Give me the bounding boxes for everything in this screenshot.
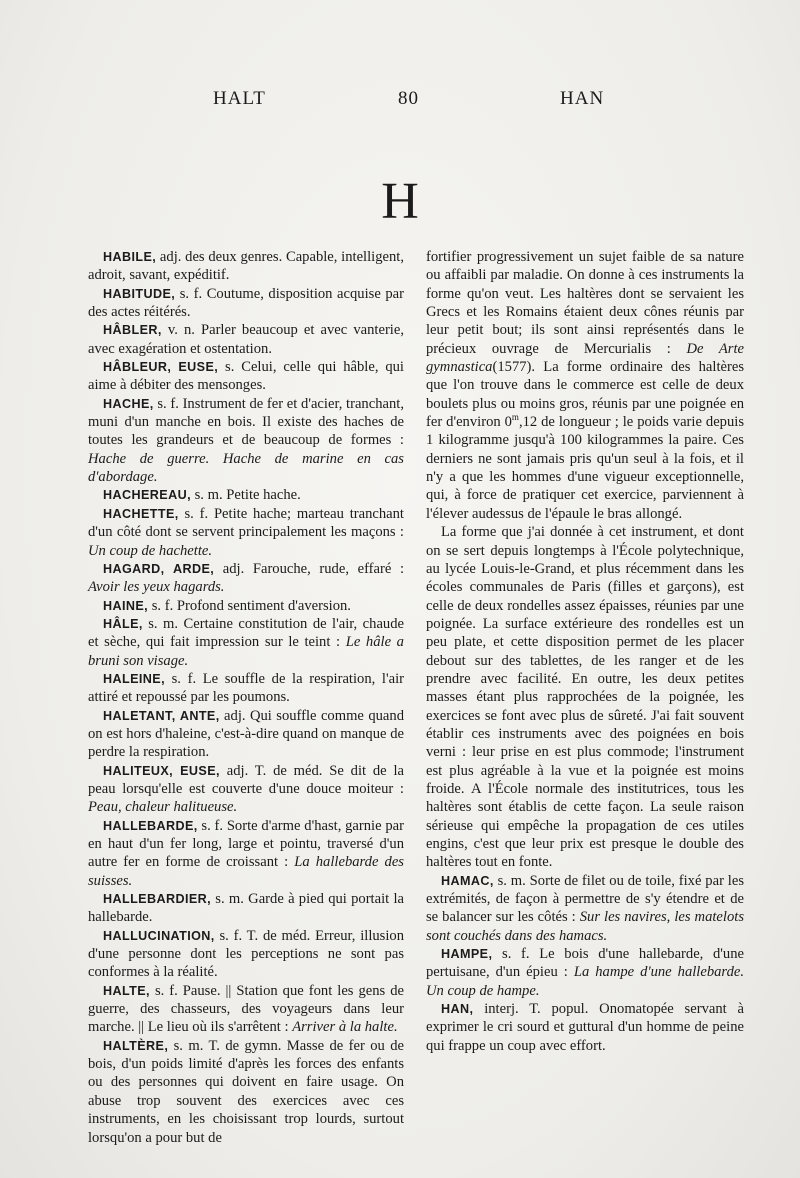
section-letter: H: [381, 173, 419, 230]
definition: s. m. Sorte de filet ou de toile, fixé par les extrémités, de façon à permettre de s'y étendre et de se balancer sur les côtés :: [426, 872, 744, 926]
definition: s. m. T. de gymn. Masse de fer ou de bois, d'un poids limité d'après les forces des enfants ou des personnes qui doivent en faire usage. On abuse trop souvent des exercices avec ces instruments, en les choisissant trop lourds, surtout lorsqu'on a pour but de: [88, 1037, 404, 1146]
entry-haine: [88, 597, 404, 615]
example: Arriver à la halte.: [292, 1019, 398, 1036]
entry-hampe: [426, 945, 744, 1000]
definition: s. f. Sorte d'arme d'hast, garnie par en haut d'un fer long, large et pointu, traversé d'un autre fer en forme de croissant :: [88, 817, 404, 871]
headword: HABITUDE,: [103, 286, 176, 301]
definition: adj. des deux genres. Capable, intelligent, adroit, savant, expéditif.: [88, 249, 404, 284]
entry-hamac: [426, 872, 744, 945]
entry-haletant: [88, 707, 404, 762]
entry-hallebarde: [88, 817, 404, 890]
right-column: [426, 248, 744, 1055]
headword: HABILE,: [103, 250, 157, 264]
headword: HALEINE,: [103, 671, 165, 686]
definition: s. f. Profond sentiment d'aversion.: [148, 597, 351, 614]
definition: s. Celui, celle qui hâble, qui aime à débiter des mensonges.: [88, 359, 404, 394]
unit-superscript: m: [511, 412, 519, 423]
definition: s. f. Le souffle de la respiration, l'air attiré et repoussé par les poumons.: [88, 670, 404, 706]
entry-hachereau: [88, 486, 404, 504]
headword: HALTE,: [103, 983, 150, 998]
entry-habitude: [88, 285, 404, 322]
entry-hachette: [88, 505, 404, 560]
example: La hallebarde des suisses.: [88, 854, 404, 889]
entry-habile: [88, 248, 404, 285]
example: Peau, chaleur halitueuse.: [88, 799, 238, 816]
headword: HALITEUX, EUSE,: [103, 763, 220, 778]
example: La hampe d'une hallebarde. Un coup de hampe.: [426, 964, 744, 999]
headword: HACHEREAU,: [103, 488, 191, 503]
haltere-paragraph: La forme que j'ai donnée à cet instrument, et dont on se sert depuis longtemps à l'École polytechnique, au lycée Louis-le-Grand, et plus récemment dans les écoles communales de Paris (filles et garçons), est celle de deux rondelles assez épaisses, réunies par une poignée. La surface extérieure des rondelles est un peu plate, et cette disposition permet de les placer debout sur des tablettes, de les ranger et de les prendre avec facilité. En outre, les deux petites masses étant plus rapprochées de la poignée, les exercices se font avec plus de sûreté. J'ai fait souvent établir ces instruments avec des poignées en bois verni : leur prise en est plus commode; l'instrument est plus agréable à la vue et la poignée est moins froide. A l'École normale des institutrices, tous les haltères sont établis de cette façon. La seule raison sérieuse qui empêche la propagation de ces utiles engins, c'est que leur prix est presque le double des haltères tout en fonte.: [426, 524, 744, 871]
entry-haliteux: [88, 762, 404, 817]
headword: HÂLE,: [103, 616, 143, 631]
example: Un coup de hachette.: [88, 542, 213, 559]
example: Hache de guerre. Hache de marine en cas d'abordage.: [88, 450, 404, 486]
headword: HÂBLER,: [103, 323, 162, 338]
headword: HAGARD, ARDE,: [103, 561, 215, 576]
headword: HALLUCINATION,: [103, 928, 215, 943]
continuation-text: (1577). La forme ordinaire des haltères que l'on trouve dans le commerce est celle de deux boulets plus ou moins gros, réunis par une poignée en fer d'environ 0: [426, 359, 744, 431]
headword: HALLEBARDE,: [103, 818, 198, 833]
entry-hallucination: [88, 927, 404, 982]
definition: s. f. Coutume, disposition acquise par des actes réitérés.: [88, 285, 404, 321]
entry-hagard: [88, 560, 404, 597]
book-title: De Arte gymnastica: [426, 340, 744, 376]
definition: s. m. Certaine constitution de l'air, chaude et sèche, qui fait impression sur le teint :: [88, 615, 404, 651]
running-head: [0, 88, 800, 112]
entry-halte: [88, 982, 404, 1037]
definition: adj. Qui souffle comme quand on est hors d'haleine, c'est-à-dire quand on manque de perdre la respiration.: [88, 707, 404, 761]
headword: HAMPE,: [441, 947, 493, 962]
entry-habler: [88, 321, 404, 358]
entry-hale: [88, 615, 404, 670]
left-guide-word: HALT: [213, 88, 266, 109]
entry-haltere: [88, 1037, 404, 1147]
headword: HAINE,: [103, 598, 149, 613]
definition: v. n. Parler beaucoup et avec vanterie, avec exagération et ostentation.: [88, 322, 404, 357]
headword: HAMAC,: [441, 873, 494, 888]
definition: interj. T. popul. Onomatopée servant à exprimer le cri sourd et guttural d'un homme de peine qui frappe un coup avec effort.: [426, 1001, 744, 1054]
entry-hache: [88, 395, 404, 487]
definition: s. f. Instrument de fer et d'acier, tranchant, muni d'un manche en bois. Il existe des haches de toutes les grandeurs et de beaucoup de formes :: [88, 395, 404, 449]
continuation-text: ,12 de longueur ; le poids varie depuis 1 kilogramme jusqu'à 100 kilogrammes la paire. Ces derniers ne sont jamais pris qu'un seul à la fois, et il n'y a que les hommes d'une vigueur exceptionnelle, qui, à force de pratiquer cet exercice, parviennent à l'élever audessus de l'épaule le bras allongé.: [426, 414, 744, 522]
headword: HAN,: [441, 1002, 474, 1017]
definition: adj. Farouche, rude, effaré :: [214, 560, 404, 577]
definition: s. f. Petite hache; marteau tranchant d'un côté dont se servent principalement les maçons :: [88, 505, 404, 541]
entry-haleine: [88, 670, 404, 707]
example: Avoir les yeux hagards.: [88, 579, 225, 596]
example: Sur les navires, les matelots sont couchés dans des hamacs.: [426, 909, 744, 944]
entry-hableur: [88, 358, 404, 395]
definition: s. m. Garde à pied qui portait la hallebarde.: [88, 891, 404, 926]
entry-hallebardier: [88, 890, 404, 927]
page-number: 80: [398, 88, 419, 109]
definition: adj. T. de méd. Se dit de la peau lorsqu'elle est couverte d'une douce moiteur :: [88, 762, 404, 797]
right-guide-word: HAN: [560, 88, 605, 109]
haltere-continuation: [426, 248, 744, 523]
left-column: [88, 248, 404, 1147]
headword: HÂBLEUR, EUSE,: [103, 360, 219, 375]
headword: HALETANT, ANTE,: [103, 708, 220, 723]
headword: HACHE,: [103, 396, 154, 411]
example: Le hâle a bruni son visage.: [88, 634, 404, 669]
definition: s. f. T. de méd. Erreur, illusion d'une personne dont les perceptions ne sont pas conformes à la réalité.: [88, 927, 404, 981]
headword: HACHETTE,: [103, 506, 179, 521]
entry-han: [426, 1000, 744, 1055]
definition: s. f. Le bois d'une hallebarde, d'une pertuisane, d'un épieu :: [426, 946, 744, 981]
definition: s. f. Pause. || Station que font les gens de guerre, des chasseurs, des voyageurs dans leur marche. || Le lieu où ils s'arrêtent :: [88, 982, 404, 1036]
definition: s. m. Petite hache.: [190, 487, 301, 504]
headword: HALLEBARDIER,: [103, 892, 212, 907]
continuation-text: fortifier progressivement un sujet faible de sa nature ou affaibli par maladie. On donne à ces instruments la forme qu'on veut. Les haltères dont se servaient les Grecs et les Romains étaient deux cônes réunis par leur petit bout; ils sont ainsi représentés dans le précieux ouvrage de Mercurialis :: [426, 249, 744, 357]
headword: HALTÈRE,: [103, 1038, 169, 1053]
